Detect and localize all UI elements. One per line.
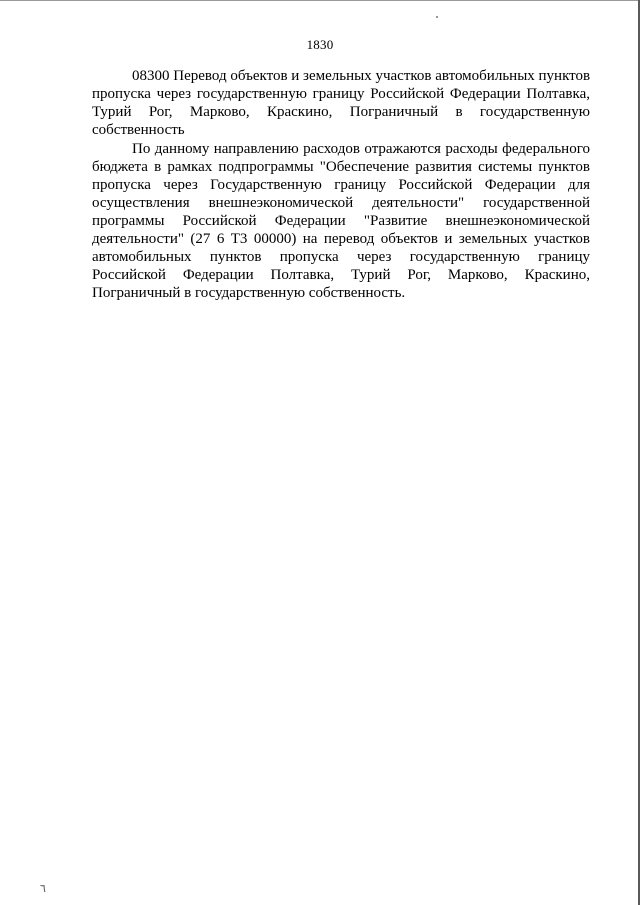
heading-line-1: 08300 Перевод объектов и земельных участков автомобильных пунктов (132, 68, 591, 84)
body-line-4: осуществления внешнеэкономической деятельности" государственной (92, 195, 590, 211)
section-heading (92, 67, 590, 139)
heading-line-3: Турий Рог, Марково, Краскино, Пограничный в государственную (92, 104, 590, 120)
page-number: 1830 (306, 37, 334, 52)
body-paragraph (92, 140, 590, 302)
body-line-2: бюджета в рамках подпрограммы "Обеспечение развития системы пунктов (92, 159, 590, 175)
body-line-8: Российской Федерации Полтавка, Турий Рог, Марково, Краскино, (92, 267, 590, 283)
scan-top-edge (0, 0, 640, 1)
body-line-6: деятельности" (27 6 Т3 00000) на перевод объектов и земельных участков (92, 231, 590, 247)
body-line-1: По данному направлению расходов отражаются расходы федерального (132, 141, 590, 157)
heading-line-4: собственность (92, 122, 185, 138)
corner-scan-mark: ٦ (40, 883, 46, 895)
body-line-7: автомобильных пунктов пропуска через государственную границу (92, 249, 590, 265)
body-line-9: Пограничный в государственную собственность. (92, 285, 406, 301)
scan-speck (436, 16, 438, 18)
body-line-5: программы Российской Федерации "Развитие внешнеэкономической (92, 213, 590, 229)
body-line-3: пропуска через Государственную границу Российской Федерации для (92, 177, 590, 193)
heading-line-2: пропуска через государственную границу Российской Федерации Полтавка, (92, 86, 590, 102)
